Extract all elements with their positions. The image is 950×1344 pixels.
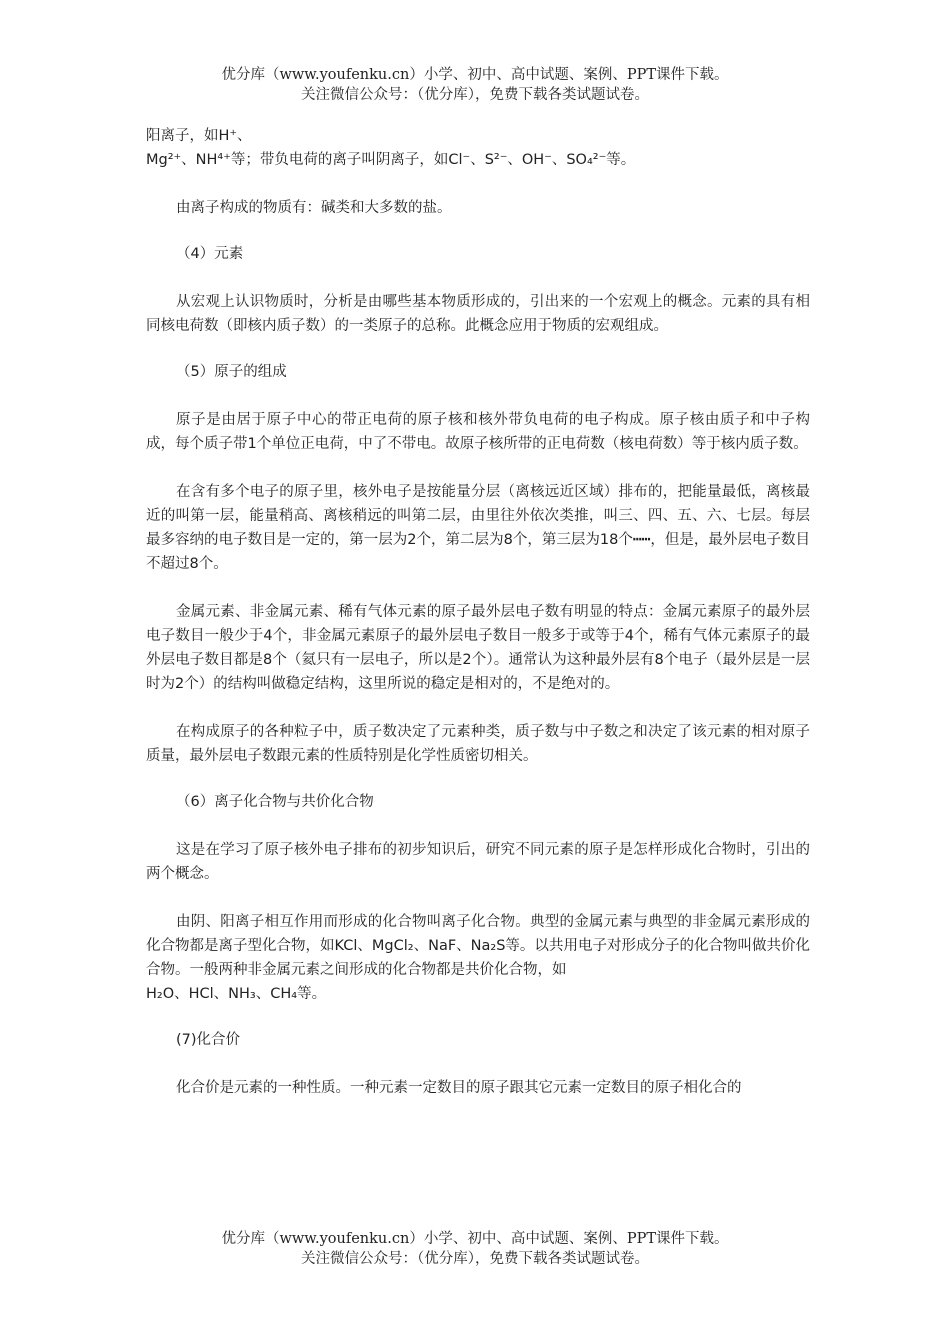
- heading-element: （4）元素: [176, 246, 244, 262]
- paragraph-ionic-substances: 由离子构成的物质有：碱类和大多数的盐。: [176, 200, 452, 216]
- paragraph-element-definition: 从宏观上认识物质时，分析是由哪些基本物质形成的，引出来的一个宏观上的概念。元素的具有相同核电荷数（即核内质子数）的一类原子的总称。此概念应用于物质的宏观组成。: [146, 294, 810, 334]
- paragraph-particles: 在构成原子的各种粒子中，质子数决定了元素种类，质子数与中子数之和决定了该元素的相对原子质量，最外层电子数跟元素的性质特别是化学性质密切相关。: [146, 724, 810, 764]
- document-body: [146, 124, 810, 1100]
- heading-compounds: （6）离子化合物与共价化合物: [176, 794, 374, 810]
- paragraph-electron-shells: 在含有多个电子的原子里，核外电子是按能量分层（离核远近区域）排布的，把能量最低，离核最近的叫第一层，能量稍高、离核稍远的叫第二层，由里往外依次类推，叫三、四、五、六、七层。每层最多容纳的电子数目是一定的，第一层为2个，第二层为8个，第三层为18个┅┅，但是，最外层电子数目不超过8个。: [146, 484, 810, 572]
- heading-valence: (7)化合价: [176, 1032, 241, 1048]
- paragraph-cations-line-1: 阳离子，如H⁺、: [146, 128, 252, 144]
- header-line-2: 关注微信公众号：（优分库），免费下载各类试题试卷。: [301, 87, 649, 103]
- footer-line-2: 关注微信公众号：（优分库），免费下载各类试题试卷。: [301, 1251, 649, 1267]
- paragraph-ionic-covalent: 由阴、阳离子相互作用而形成的化合物叫离子化合物。典型的金属元素与典型的非金属元素形成的化合物都是离子型化合物，如KCl、MgCl₂、NaF、Na₂S等。以共用电子对形成分子的化合物叫做共价化合物。一般两种非金属元素之间形成的化合物都是共价化合物，如: [146, 914, 810, 978]
- paragraph-covalent-examples: H₂O、HCl、NH₃、CH₄等。: [146, 986, 327, 1002]
- paragraph-atom-structure: 原子是由居于原子中心的带正电荷的原子核和核外带负电荷的电子构成。原子核由质子和中子构成，每个质子带1个单位正电荷，中了不带电。故原子核所带的正电荷数（核电荷数）等于核内质子数。: [146, 412, 810, 452]
- paragraph-valence: 化合价是元素的一种性质。一种元素一定数目的原子跟其它元素一定数目的原子相化合的: [176, 1080, 742, 1096]
- header-line-1: 优分库（www.youfenku.cn）小学、初中、高中试题、案例、PPT课件下载。: [221, 67, 729, 83]
- page-header: [0, 65, 950, 105]
- paragraph-outer-electrons: 金属元素、非金属元素、稀有气体元素的原子最外层电子数有明显的特点：金属元素原子的最外层电子数目一般少于4个，非金属元素原子的最外层电子数目一般多于或等于4个，稀有气体元素原子的最外层电子数目都是8个（氦只有一层电子，所以是2个）。通常认为这种最外层有8个电子（最外层是一层时为2个）的结构叫做稳定结构，这里所说的稳定是相对的，不是绝对的。: [146, 604, 810, 692]
- footer-line-1: 优分库（www.youfenku.cn）小学、初中、高中试题、案例、PPT课件下载。: [221, 1231, 729, 1247]
- paragraph-compounds-intro: 这是在学习了原子核外电子排布的初步知识后，研究不同元素的原子是怎样形成化合物时，引出的两个概念。: [146, 842, 810, 882]
- page-footer: [0, 1229, 950, 1269]
- heading-atom-composition: （5）原子的组成: [176, 364, 287, 380]
- paragraph-cations-line-2: Mg²⁺、NH⁴⁺等；带负电荷的离子叫阴离子，如Cl⁻、S²⁻、OH⁻、SO₄²⁻等。: [146, 152, 636, 168]
